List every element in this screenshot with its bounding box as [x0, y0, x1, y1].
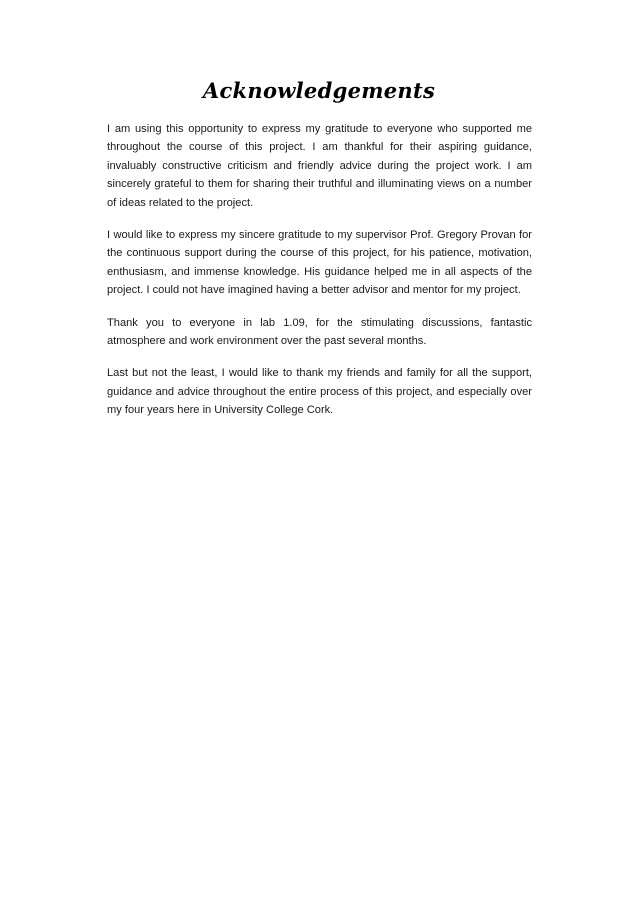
paragraph-1: I am using this opportunity to express my gratitude to everyone who supported me throughout the course of this project. I am thankful for their aspiring guidance, invaluably constructive criticism and friendly advice during the project work. I am sincerely grateful to them for sharing their truthful and illuminating views on a number of ideas related to the project.: [107, 123, 532, 209]
page-title: Acknowledgements: [202, 78, 436, 103]
document-body: [107, 120, 532, 434]
paragraph-3: Thank you to everyone in lab 1.09, for the stimulating discussions, fantastic atmosphere and work environment over the past several months.: [107, 316, 532, 348]
paragraph-2: I would like to express my sincere gratitude to my supervisor Prof. Gregory Provan for the continuous support during the course of this project, for his patience, motivation, enthusiasm, and immense knowledge. His guidance helped me in all aspects of the project. I could not have imagined having a better advisor and mentor for my project.: [107, 229, 532, 297]
paragraph-4: Last but not the least, I would like to thank my friends and family for all the support, guidance and advice throughout the entire process of this project, and especially over my four years here in University College Cork.: [107, 367, 532, 417]
